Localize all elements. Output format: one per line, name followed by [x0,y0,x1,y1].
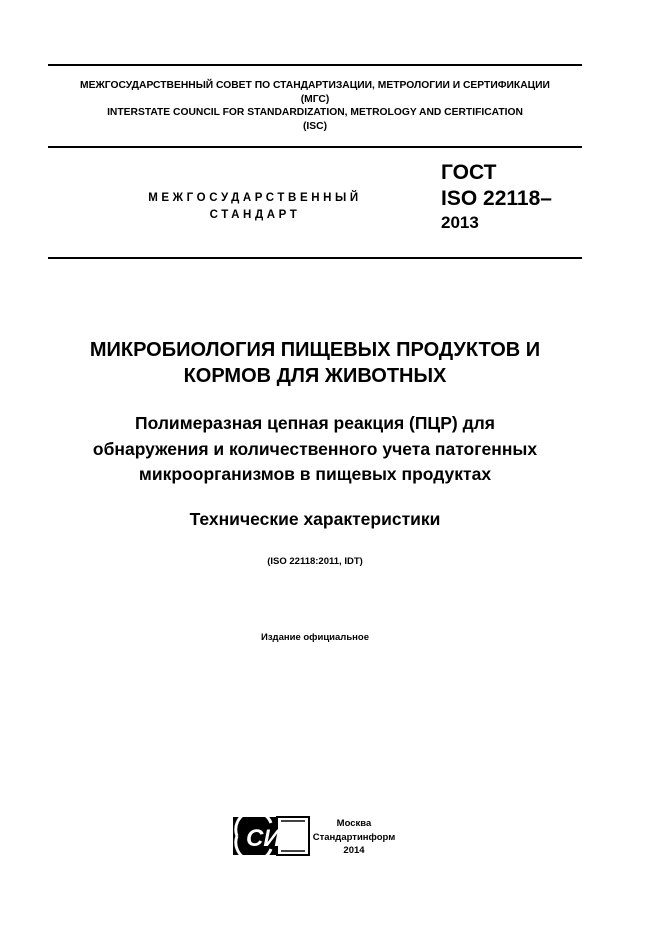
standard-kind-line2: СТАНДАРТ [209,209,301,221]
edition-note: Издание официальное [261,632,369,643]
iso-reference: (ISO 22118:2011, IDT) [267,556,363,567]
imprint-publisher: Стандартинформ [312,831,396,843]
standard-designation [441,160,552,234]
designation-rule [48,257,582,259]
subtitle-line1: Полимеразная цепная реакция (ПЦР) для [134,413,496,433]
designation-gost: ГОСТ [441,161,497,184]
council-ru-name: МЕЖГОСУДАРСТВЕННЫЙ СОВЕТ ПО СТАНДАРТИЗАЦИИ, МЕТРОЛОГИИ И СЕРТИФИКАЦИИ [80,80,550,91]
designation-number: ISO 22118– [441,187,552,210]
standard-kind-line1: МЕЖГОСУДАРСТВЕННЫЙ [148,192,362,204]
subtitle-line3: микроорганизмов в пищевых продуктах [138,464,492,484]
main-title-line2: КОРМОВ ДЛЯ ЖИВОТНЫХ [183,365,447,387]
designation-year: 2013 [441,213,479,232]
imprint-year: 2014 [343,845,365,856]
council-en-abbr: (ISC) [302,120,328,132]
imprint [304,817,404,858]
council-header [48,79,582,133]
imprint-city: Москва [336,818,372,829]
logo-text: СИ [246,825,281,852]
council-ru-abbr: (МГС) [300,93,330,105]
subtitle-line2: обнаружения и количественного учета патогенных [92,438,538,459]
council-en-name: INTERSTATE COUNCIL FOR STANDARDIZATION, METROLOGY AND CERTIFICATION [107,107,523,118]
main-title [40,337,590,389]
standartinform-logo-icon [233,815,311,857]
header-rule [48,146,582,148]
subtitle [40,411,590,488]
spec-title: Технические характеристики [189,509,441,529]
top-rule [48,64,582,66]
main-title-line1: МИКРОБИОЛОГИЯ ПИЩЕВЫХ ПРОДУКТОВ И [89,339,541,361]
standard-kind [120,190,390,224]
